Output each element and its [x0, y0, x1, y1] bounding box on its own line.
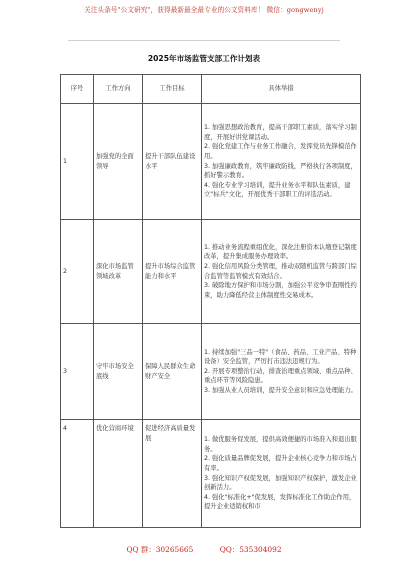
row-direction: 加强党的全面领导 [94, 104, 143, 220]
measure-item: 3. 强化知识产权促发展，加强知识产权保护，激发企业创新活力。 [204, 474, 357, 492]
document-title: 2025年市场监管支部工作计划表 [147, 54, 261, 63]
row-measures [202, 420, 361, 528]
work-plan-table [60, 74, 361, 528]
table-row [61, 220, 361, 324]
measure-item: 2. 强化信用风险分类管理，推动双随机监管与跨部门综合监管等监管模式有效结合。 [204, 262, 357, 280]
row-direction: 守牢市场安全底线 [94, 324, 143, 420]
row-goal: 提升干部队伍建设水平 [143, 104, 202, 220]
row-seq: 3 [61, 324, 94, 420]
header-goal: 工作目标 [143, 75, 202, 104]
measure-item: 3. 破除地方保护和市场分割，加强公平竞争审查刚性约束，助力降低经营主体制度性交易成本。 [204, 282, 357, 299]
row-measures [202, 104, 361, 220]
measure-item: 1. 持续加强"三品一特"（食品、药品、工业产品、特种设备）安全监管，严厉打击违法违规行为。 [204, 348, 357, 366]
row-seq: 4 [61, 420, 94, 528]
qq-contact-text: QQ：535304092 [219, 545, 282, 554]
row-direction: 深化市场监管领域改革 [94, 220, 143, 324]
measure-item: 1. 加强思想政治教育，提高干部职工素质，落实学习制度，开展好讲党课活动。 [204, 124, 357, 141]
row-goal: 促进经济高质量发展 [143, 420, 202, 528]
measure-item: 2. 开展专项整治行动，排查治理重点领域、重点品种、重点环节等风险隐患。 [204, 367, 357, 385]
measure-item: 2. 强化党建工作与业务工作融合，发挥党员先锋模范作用。 [204, 143, 357, 160]
row-seq: 2 [61, 220, 94, 324]
row-measures [202, 324, 361, 420]
measure-item: 4. 强化专业学习培训，提升业务水平和队伍素质，建立"标兵"文化，开展优秀干部职工的评选活动。 [204, 181, 351, 199]
header-seq: 序号 [61, 75, 94, 104]
table-row [61, 324, 361, 420]
measure-item: 3. 加强从业人员培训，提升安全意识和应急处理能力。 [204, 386, 357, 394]
row-seq: 1 [61, 104, 94, 220]
measure-item: 1. 推动业务流程重组优化，深化注册资本认缴登记制度改革，提升集成服务办理效率。 [204, 243, 357, 261]
header-direction: 工作方向 [94, 75, 143, 104]
row-measures [202, 220, 361, 324]
header-divider [68, 40, 340, 41]
measure-item: 3. 加强廉政教育，筑牢廉政防线，严格执行各项制度，抓好警示教育。 [204, 162, 357, 180]
table-row [61, 104, 361, 220]
table-header-row [61, 75, 361, 104]
row-goal: 保障人民群众生命财产安全 [143, 324, 202, 420]
header-measures: 具体举措 [202, 75, 361, 104]
table-row [61, 420, 361, 528]
measure-item: 2. 强化质量品牌促发展，提升企业核心竞争力和市场占有率。 [204, 455, 357, 472]
row-goal: 提升市场综合监管能力和水平 [143, 220, 202, 324]
measure-item: 4. 强化"标准化+"促发展，发挥标准化工作助企作用，提升企业适销权和市 [204, 493, 356, 511]
promo-banner: 关注头条号"公文研究"，获得最新最全最专业的公文资料库！ 微信：gongwenyj [84, 6, 324, 14]
footer-contact [0, 544, 408, 555]
qq-group-text: QQ 群：30265665 [126, 545, 194, 554]
measure-item: 1. 做优服务促发展，提供高效便捷的市场准入和退出服务。 [204, 436, 357, 453]
row-direction: 优化营商环境 [94, 420, 143, 528]
